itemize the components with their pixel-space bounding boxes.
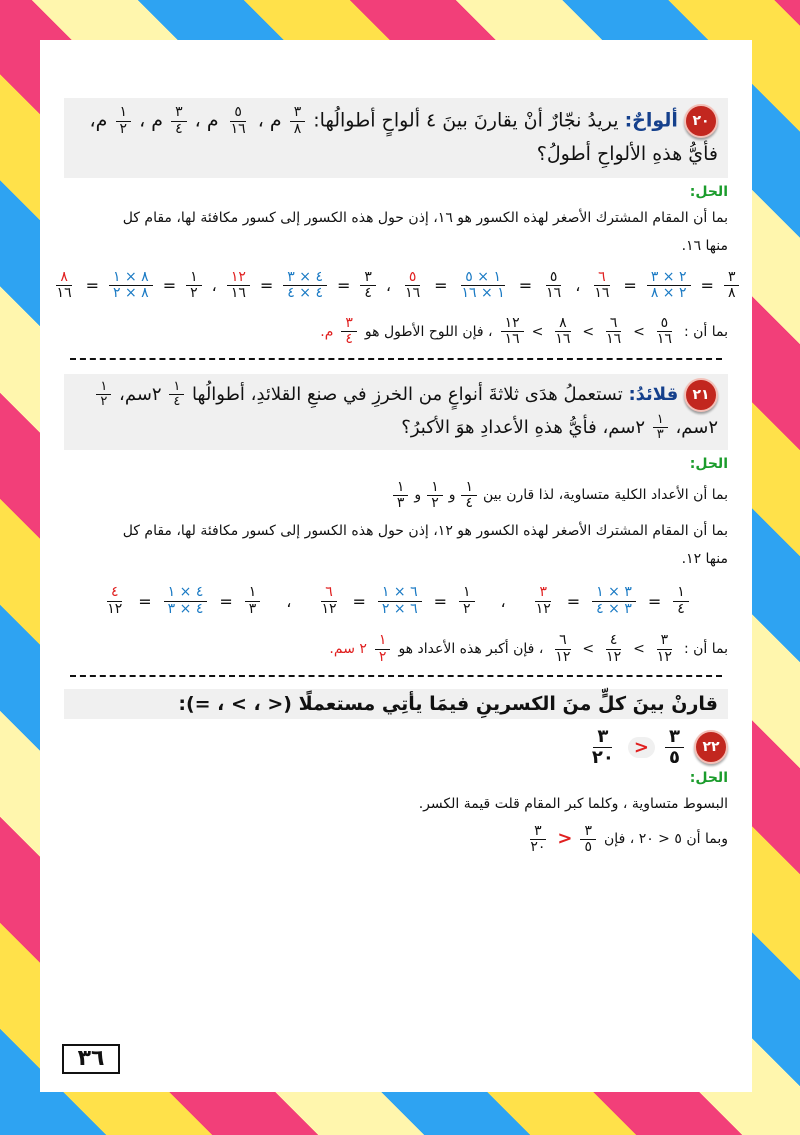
solution-label: الحل: — [689, 769, 728, 786]
solution-text — [64, 790, 728, 818]
question-keyword: ألواحٌ: — [624, 109, 678, 132]
fraction: $\frac{١}{٢}$ — [459, 585, 475, 617]
question-number: ٢١ — [684, 378, 718, 412]
conclusion-text: ، فإن أكبر هذه الأعداد هو — [398, 641, 544, 658]
fraction: $\frac{٣}{٨}$ — [724, 270, 740, 302]
fraction: $\frac{١٢}{١٦}$ — [501, 316, 524, 348]
fraction-result: $\frac{١٢}{١٦}$ — [227, 270, 250, 302]
solution-line: بما أن المقام المشترك الأصغر لهذه الكسور هو ١٦، إذن حول هذه الكسور إلى كسور مكافئة لها، مقام كل — [122, 210, 728, 226]
fraction-expansion: $\frac{٣ \times ١}{٣ \times ٤}$ — [592, 585, 636, 617]
fraction: $\frac{١}{٤}$ — [169, 380, 184, 410]
page-number: ٣٦ — [62, 1044, 120, 1074]
order-prefix: بما أن : — [683, 641, 728, 658]
and-word: و — [448, 487, 456, 504]
fraction: $\frac{١}{٢}$ — [96, 380, 111, 410]
order-prefix: بما أن : — [683, 323, 728, 340]
fraction: $\frac{٦}{١٦}$ — [606, 314, 622, 348]
solution-intro — [64, 480, 728, 512]
solution-line: بما أن المقام المشترك الأصغر لهذه الكسور هو ١٢، إذن حول هذه الكسور إلى كسور مكافئة لها، مقام كل — [122, 523, 728, 540]
compare-heading: قارنْ بينَ كلٍّ منَ الكسرينِ فيمَا يأتِي مستعملًا (< ، > ، =): — [178, 692, 718, 715]
compare-heading-box — [64, 689, 728, 719]
fraction-expansion: $\frac{٢ \times ٣}{٢ \times ٨}$ — [647, 270, 691, 302]
and-word: و — [414, 487, 422, 504]
unit-text: ٢سم، — [119, 383, 162, 405]
unit-text: م ، — [139, 109, 164, 132]
question-21 — [64, 374, 728, 450]
fraction-result: $\frac{٦}{١٢}$ — [321, 584, 337, 617]
solution-line: البسوط متساوية ، وكلما كبر المقام قلت قيمة الكسر. — [418, 795, 728, 812]
solution-line: منها ١٦. — [681, 238, 728, 254]
fraction: $\frac{٨}{١٦}$ — [555, 314, 571, 348]
unit-text: ٢سم، — [675, 416, 718, 438]
fraction-expansion: $\frac{١ \times ٥}{١ \times ١٦}$ — [461, 269, 505, 302]
fraction: $\frac{٣}{٢٠}$ — [530, 822, 546, 855]
fraction: $\frac{٣}{٤}$ — [171, 105, 187, 137]
divider — [70, 675, 722, 679]
question-text: ٢سم، فأيُّ هذهِ الأعدادِ هوَ الأكبرُ؟ — [401, 416, 645, 438]
fraction-result: $\frac{٨}{١٦}$ — [56, 269, 72, 302]
fraction: $\frac{٦}{١٢}$ — [555, 632, 571, 665]
question-keyword: قلائدُ: — [628, 383, 679, 405]
question-22 — [64, 727, 728, 768]
question-number: ٢٠ — [684, 104, 718, 138]
page — [40, 40, 752, 1092]
fraction: $\frac{١}{٣}$ — [245, 585, 261, 617]
question-number: ٢٢ — [694, 730, 728, 764]
fraction: $\frac{١}{٢}$ — [427, 480, 443, 512]
fraction: $\frac{٣}{٢٠}$ — [591, 725, 614, 768]
question-text: تستعملُ هدَى ثلاثةَ أنواعٍ من الخرزِ في صنعِ القلائدِ، أطوالُها — [192, 383, 623, 405]
solution-label: الحل: — [689, 455, 728, 472]
fraction: $\frac{١}{٤}$ — [673, 585, 689, 617]
fraction: $\frac{٥}{١٦}$ — [656, 314, 672, 348]
unit-text: م ، — [194, 109, 219, 132]
fraction: $\frac{٤}{١٢}$ — [606, 632, 622, 665]
fraction: $\frac{١}{٣}$ — [653, 413, 668, 443]
divider — [70, 358, 722, 362]
unit-text: م ، — [257, 109, 282, 132]
fraction-expansion: $\frac{٤ \times ٣}{٤ \times ٤}$ — [283, 270, 327, 302]
solution-text — [64, 204, 728, 260]
answer-unit: ٢ سم. — [329, 641, 367, 658]
fraction-result: $\frac{٤}{١٢}$ — [107, 584, 123, 617]
fraction-expansion: $\frac{٦ \times ١}{٦ \times ٢}$ — [378, 585, 422, 617]
comparison-sign: < — [557, 828, 573, 850]
conversion-row: $\frac{٣}{٨}$ = $\frac{٢ \times ٣}{٢ \times ٨}$ = $\frac{٦}{١٦}$ ، $\frac{٥}{١٦}$ = $\frac{١ \times ٥}{١ \times ١٦}$ = $\frac{٥}{١٦}$ ، $\frac{٣}{٤}$ = $\frac{٤ \times ٣}{٤ \times ٤}$ = $\frac{١٢}{١٦}$ ، $\frac{١}{٢}$ = $\frac{٨ \times ١}{٨ \times ٢}$ = $\frac{٨}{١٦}$ — [40, 270, 752, 302]
fraction-result: $\frac{٣}{١٢}$ — [535, 584, 551, 617]
fraction-result: $\frac{٥}{١٦}$ — [405, 269, 421, 302]
answer-fraction: $\frac{١}{٢}$ — [375, 633, 391, 665]
solution-result — [64, 824, 728, 856]
fraction: $\frac{٣}{١٢}$ — [656, 632, 672, 665]
fraction: $\frac{٣}{٥}$ — [580, 824, 596, 856]
fraction: $\frac{٣}{٨}$ — [290, 105, 306, 137]
fraction: $\frac{١}{٢}$ — [116, 105, 132, 137]
comparison-sign: < — [628, 737, 655, 758]
fraction-expansion: $\frac{٨ \times ١}{٨ \times ٢}$ — [109, 270, 153, 302]
fraction: $\frac{١}{٤}$ — [461, 480, 477, 512]
solution-line: منها ١٢. — [681, 551, 728, 568]
fraction-result: $\frac{٦}{١٦}$ — [594, 269, 610, 302]
order-line: بما أن : $\frac{٥}{١٦}$ > $\frac{٦}{١٦}$ > $\frac{٨}{١٦}$ > $\frac{١٢}{١٦}$ ، فإن اللوح الأطول هو $\frac{٣}{٤}$ م. — [320, 314, 728, 348]
fraction: $\frac{٥}{١٦}$ — [230, 104, 246, 137]
order-line: بما أن : $\frac{٣}{١٢}$ > $\frac{٤}{١٢}$ > $\frac{٦}{١٢}$ ، فإن أكبر هذه الأعداد هو $\frac{١}{٢}$ ٢ سم. — [329, 632, 728, 665]
solution-line: بما أن الأعداد الكلية متساوية، لذا قارن بين — [483, 487, 728, 504]
question-text: يريدُ نجّارٌ أنْ يقارنَ بينَ ٤ ألواحٍ أطوالُها: — [313, 109, 619, 132]
conversion-row: $\frac{١}{٤}$ = $\frac{٣ \times ١}{٣ \times ٤}$ = $\frac{٣}{١٢}$ ، $\frac{١}{٢}$ = $\frac{٦ \times ١}{٦ \times ٢}$ = $\frac{٦}{١٢}$ ، $\frac{١}{٣}$ = $\frac{٤ \times ١}{٤ \times ٣}$ = $\frac{٤}{١٢}$ — [40, 585, 752, 617]
solution-text — [64, 517, 728, 573]
question-text: م، فأيُّ هذهِ — [89, 109, 718, 165]
question-20 — [64, 98, 728, 178]
solution-line: وبما أن ٥ < ٢٠ ، فإن — [604, 831, 728, 848]
fraction-expansion: $\frac{٤ \times ١}{٤ \times ٣}$ — [164, 585, 208, 617]
conclusion-text: ، فإن اللوح الأطول هو — [364, 323, 493, 340]
fraction: $\frac{٥}{١٦}$ — [546, 269, 562, 302]
fraction: $\frac{٣}{٥}$ — [665, 727, 684, 768]
fraction: $\frac{٣}{٤}$ — [360, 270, 376, 302]
answer-fraction: $\frac{٣}{٤}$ — [341, 316, 357, 348]
answer-unit: م. — [320, 323, 334, 340]
question-text: الألواحِ أطولُ؟ — [536, 143, 647, 165]
fraction: $\frac{١}{٢}$ — [186, 270, 202, 302]
fraction: $\frac{١}{٣}$ — [393, 480, 409, 512]
solution-label: الحل: — [689, 184, 728, 200]
